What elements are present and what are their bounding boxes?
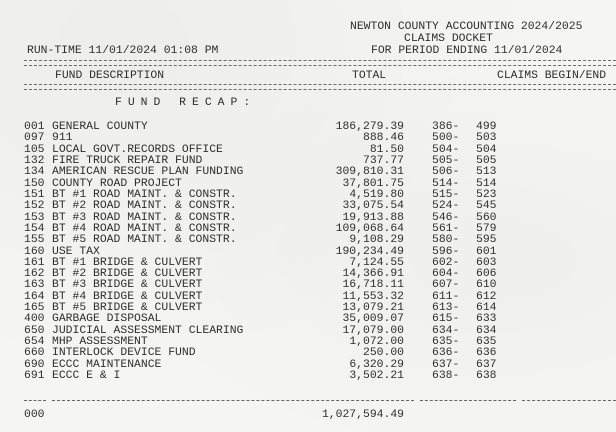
fund-total: 81.50: [369, 143, 404, 156]
fund-row: [24, 279, 616, 290]
fund-code: 660: [24, 347, 45, 360]
fund-code: 165: [24, 302, 45, 315]
claims-begin: 636-: [432, 347, 460, 360]
fund-code: 691: [24, 370, 45, 383]
fund-code: 164: [24, 290, 45, 303]
claims-end: 503: [476, 132, 497, 145]
fund-code: 134: [24, 166, 45, 179]
fund-description: BT #5 ROAD MAINT. & CONSTR.: [52, 234, 237, 247]
fund-row: [24, 291, 616, 302]
fund-description: BT #3 BRIDGE & CULVERT: [52, 279, 203, 292]
divider-code: [24, 400, 46, 401]
fund-code: 650: [24, 324, 45, 337]
fund-total: 309,810.31: [335, 166, 404, 179]
column-header-claims-begin-end: CLAIMS BEGIN/END: [497, 70, 607, 82]
claims-end: 601: [476, 245, 497, 258]
fund-description: JUDICIAL ASSESSMENT CLEARING: [52, 324, 244, 337]
fund-code: 155: [24, 234, 45, 247]
claims-begin: 580-: [432, 234, 460, 247]
claims-begin: 546-: [432, 211, 460, 224]
fund-description: BT #5 BRIDGE & CULVERT: [52, 302, 203, 315]
claims-end: 637: [476, 358, 497, 371]
claims-begin: 635-: [432, 336, 460, 349]
fund-description: GENERAL COUNTY: [52, 121, 148, 133]
claims-end: 633: [476, 313, 497, 326]
fund-row: [24, 257, 616, 268]
fund-code: 162: [24, 268, 45, 281]
divider-claims-begin: [420, 400, 516, 401]
double-rule-bottom: [24, 84, 616, 90]
claims-begin: 637-: [432, 358, 460, 371]
fund-total: 250.00: [362, 347, 404, 360]
grand-total-amount: 1,027,594.49: [321, 409, 404, 421]
claims-begin: 638-: [432, 370, 460, 383]
fund-total: 19,913.88: [342, 211, 404, 224]
claims-begin: 615-: [432, 313, 460, 326]
fund-row: [24, 268, 616, 279]
fund-description: BT #2 ROAD MAINT. & CONSTR.: [52, 200, 237, 213]
fund-code: 151: [24, 188, 45, 201]
fund-description: GARBAGE DISPOSAL: [52, 313, 162, 326]
grand-total-code: 000: [24, 409, 45, 421]
claims-end: 612: [476, 290, 497, 303]
fund-total: 737.77: [362, 154, 404, 167]
claims-end: 606: [476, 268, 497, 281]
fund-code: 153: [24, 211, 45, 224]
fund-description: BT #1 ROAD MAINT. & CONSTR.: [52, 188, 237, 201]
claims-end: 545: [476, 200, 497, 213]
divider-claims-end: [522, 400, 616, 401]
claims-end: 505: [476, 154, 497, 167]
fund-description: LOCAL GOVT.RECORDS OFFICE: [52, 143, 223, 156]
fund-total: 1,072.00: [349, 336, 404, 349]
fund-code: 160: [24, 245, 45, 258]
fund-row: [24, 212, 616, 223]
fund-code: 001: [24, 121, 45, 133]
claims-begin: 602-: [432, 256, 460, 269]
fund-total: 6,320.29: [349, 358, 404, 371]
fund-description: ECCC MAINTENANCE: [52, 358, 162, 371]
fund-code: 654: [24, 336, 45, 349]
fund-row: [24, 144, 616, 155]
claims-end: 595: [476, 234, 497, 247]
fund-total: 16,718.11: [342, 279, 404, 292]
claims-begin: 634-: [432, 324, 460, 337]
fund-total: 33,075.54: [342, 200, 404, 213]
claims-end: 579: [476, 222, 497, 235]
fund-code: 152: [24, 200, 45, 213]
fund-code: 161: [24, 256, 45, 269]
fund-description: BT #1 BRIDGE & CULVERT: [52, 256, 203, 269]
claims-end: 638: [476, 370, 497, 383]
fund-row: [24, 132, 616, 143]
fund-code: 690: [24, 358, 45, 371]
fund-row: [24, 223, 616, 234]
fund-total: 14,366.91: [342, 268, 404, 281]
fund-total: 186,279.39: [335, 121, 404, 133]
fund-total: 11,553.32: [342, 290, 404, 303]
fund-total: 13,079.21: [342, 302, 404, 315]
period-ending: FOR PERIOD ENDING 11/01/2024: [371, 45, 563, 57]
fund-code: 097: [24, 132, 45, 145]
double-rule-top: [24, 60, 616, 66]
claims-begin: 613-: [432, 302, 460, 315]
claims-begin: 611-: [432, 290, 460, 303]
fund-row: [24, 121, 616, 132]
divider-description-total: [52, 400, 414, 401]
fund-total: 109,068.64: [335, 222, 404, 235]
fund-code: 400: [24, 313, 45, 326]
section-title-fund-recap: FUND RECAP:: [115, 97, 257, 109]
fund-row: [24, 347, 616, 358]
fund-total: 3,502.21: [349, 370, 404, 383]
fund-description: BT #4 BRIDGE & CULVERT: [52, 290, 203, 303]
claims-begin: 607-: [432, 279, 460, 292]
fund-total: 9,108.29: [349, 234, 404, 247]
fund-code: 163: [24, 279, 45, 292]
fund-row: [24, 200, 616, 211]
fund-description: BT #2 BRIDGE & CULVERT: [52, 268, 203, 281]
claims-end: 634: [476, 324, 497, 337]
claims-end: 614: [476, 302, 497, 315]
claims-begin: 561-: [432, 222, 460, 235]
fund-row: [24, 313, 616, 324]
fund-row: [24, 246, 616, 257]
fund-total: 37,801.75: [342, 177, 404, 190]
claims-begin: 505-: [432, 154, 460, 167]
fund-code: 154: [24, 222, 45, 235]
run-time: RUN-TIME 11/01/2024 01:08 PM: [27, 45, 219, 57]
claims-begin: 515-: [432, 188, 460, 201]
fund-row: [24, 336, 616, 347]
fund-description: MHP ASSESSMENT: [52, 336, 148, 349]
fund-row: [24, 359, 616, 370]
claims-end: 499: [476, 121, 497, 133]
fund-description: FIRE TRUCK REPAIR FUND: [52, 154, 203, 167]
fund-description: INTERLOCK DEVICE FUND: [52, 347, 196, 360]
fund-description: BT #4 ROAD MAINT. & CONSTR.: [52, 222, 237, 235]
fund-total: 17,079.00: [342, 324, 404, 337]
fund-description: BT #3 ROAD MAINT. & CONSTR.: [52, 211, 237, 224]
claims-begin: 596-: [432, 245, 460, 258]
fund-row: [24, 325, 616, 336]
fund-row: [24, 166, 616, 177]
claims-end: 603: [476, 256, 497, 269]
org-title: NEWTON COUNTY ACCOUNTING 2024/2025: [350, 21, 583, 33]
grand-total-row: [24, 409, 616, 420]
claims-begin: 386-: [432, 121, 460, 133]
fund-row: [24, 370, 616, 381]
claims-end: 523: [476, 188, 497, 201]
claims-begin: 524-: [432, 200, 460, 213]
fund-row: [24, 234, 616, 245]
fund-code: 150: [24, 177, 45, 190]
claims-end: 636: [476, 347, 497, 360]
report-title: CLAIMS DOCKET: [404, 33, 493, 45]
claims-begin: 504-: [432, 143, 460, 156]
fund-total: 190,234.49: [335, 245, 404, 258]
fund-description: USE TAX: [52, 245, 100, 258]
claims-end: 560: [476, 211, 497, 224]
column-header-total: TOTAL: [352, 70, 387, 82]
claims-end: 513: [476, 166, 497, 179]
fund-row: [24, 189, 616, 200]
claims-end: 514: [476, 177, 497, 190]
claims-end: 635: [476, 336, 497, 349]
claims-begin: 514-: [432, 177, 460, 190]
claims-begin: 506-: [432, 166, 460, 179]
fund-row: [24, 302, 616, 313]
fund-code: 132: [24, 154, 45, 167]
fund-description: COUNTY ROAD PROJECT: [52, 177, 182, 190]
claims-begin: 500-: [432, 132, 460, 145]
fund-row: [24, 155, 616, 166]
fund-code: 105: [24, 143, 45, 156]
fund-description: ECCC E & I: [52, 370, 121, 383]
claims-end: 504: [476, 143, 497, 156]
column-header-fund-description: FUND DESCRIPTION: [55, 70, 165, 82]
fund-total: 35,009.07: [342, 313, 404, 326]
fund-description: AMERICAN RESCUE PLAN FUNDING: [52, 166, 244, 179]
claims-begin: 604-: [432, 268, 460, 281]
fund-row: [24, 178, 616, 189]
fund-total: 888.46: [362, 132, 404, 145]
fund-description: 911: [52, 132, 73, 145]
claims-end: 610: [476, 279, 497, 292]
fund-total: 7,124.55: [349, 256, 404, 269]
fund-total: 4,519.80: [349, 188, 404, 201]
